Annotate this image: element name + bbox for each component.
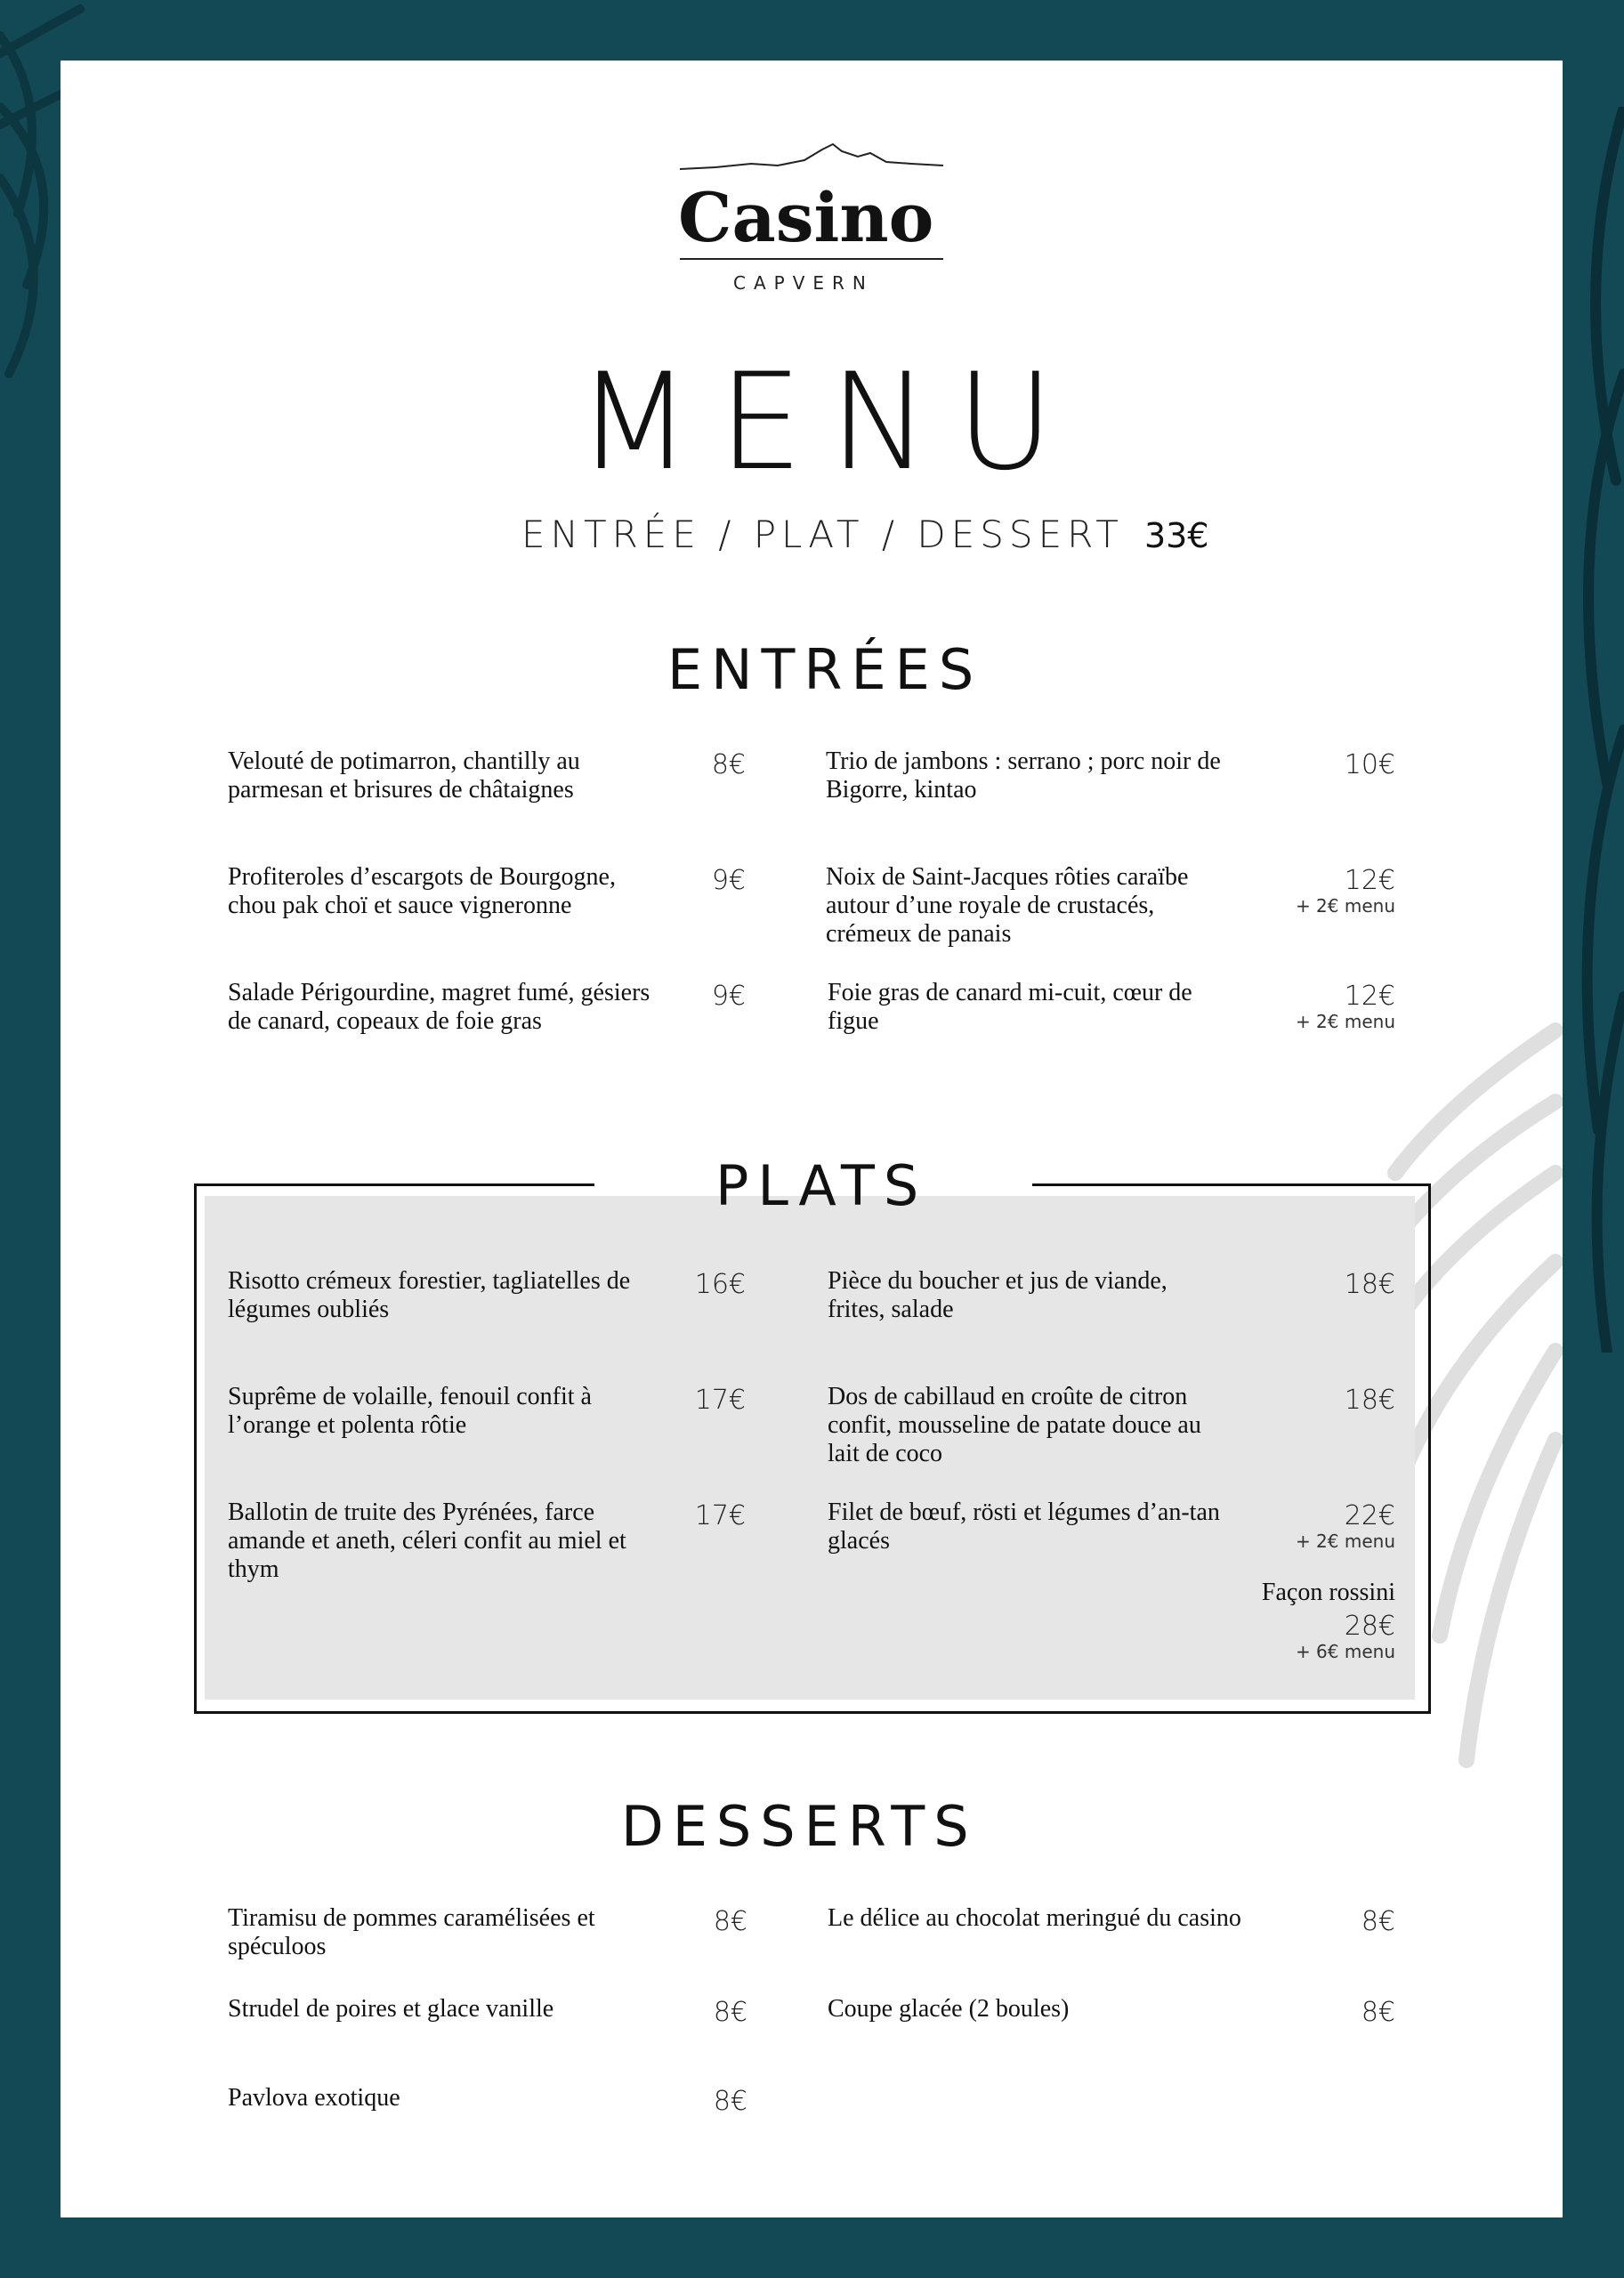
plats-heading: PLATS bbox=[715, 1153, 928, 1218]
item-price: 22€ bbox=[1344, 1500, 1395, 1531]
menu-item: Profiteroles d’escargots de Bourgogne, chou pak choï et sauce vigneronne bbox=[228, 863, 616, 919]
menu-item: Filet de bœuf, rösti et légumes d’an-tan glacés bbox=[828, 1498, 1220, 1555]
menu-item: Pièce du boucher et jus de viande, frites, salade bbox=[828, 1267, 1168, 1323]
menu-item: Suprême de volaille, fenouil confit à l’orange et polenta rôtie bbox=[228, 1383, 592, 1439]
menu-item: Trio de jambons : serrano ; porc noir de Bigorre, kintao bbox=[826, 747, 1221, 804]
rossini-price: 28€ bbox=[1344, 1611, 1395, 1642]
logo-divider bbox=[680, 258, 943, 260]
menu-item: Pavlova exotique bbox=[228, 2084, 400, 2112]
logo-subtitle: CAPVERN bbox=[733, 272, 874, 294]
palm-leaf-right-icon bbox=[1563, 107, 1624, 1353]
item-price: 18€ bbox=[1344, 1385, 1395, 1416]
item-price: 16€ bbox=[694, 1269, 746, 1300]
menu-item: Salade Périgourdine, magret fumé, gésiers de canard, copeaux de foie gras bbox=[228, 979, 650, 1035]
item-price: 8€ bbox=[711, 749, 746, 780]
item-price: 17€ bbox=[694, 1385, 746, 1416]
item-price: 8€ bbox=[713, 1997, 747, 2028]
desserts-heading: DESSERTS bbox=[621, 1794, 978, 1859]
item-price: 18€ bbox=[1344, 1269, 1395, 1300]
page-title: MENU bbox=[577, 345, 1081, 500]
entrees-heading: ENTRÉES bbox=[667, 637, 983, 702]
menu-item: Noix de Saint-Jacques rôties caraïbe autour d’une royale de crustacés, crémeux de panais bbox=[826, 863, 1189, 948]
item-price: 9€ bbox=[711, 981, 746, 1012]
menu-formula: ENTRÉE / PLAT / DESSERT bbox=[521, 513, 1124, 556]
logo-wordmark: Casino bbox=[678, 178, 934, 257]
item-price: 8€ bbox=[713, 2086, 747, 2117]
item-price: 10€ bbox=[1344, 749, 1395, 780]
menu-formula-price: 33€ bbox=[1144, 516, 1209, 555]
item-supplement: + 2€ menu bbox=[1295, 1011, 1395, 1032]
item-price: 12€ bbox=[1344, 865, 1395, 896]
menu-item: Dos de cabillaud en croûte de citron confit, mousseline de patate douce au lait de coco bbox=[828, 1383, 1201, 1467]
menu-item: Tiramisu de pommes caramélisées et spéculoos bbox=[228, 1904, 595, 1960]
item-supplement: + 2€ menu bbox=[1295, 1531, 1395, 1552]
menu-item: Strudel de poires et glace vanille bbox=[228, 1995, 554, 2023]
mountain-skyline-icon bbox=[680, 141, 943, 173]
menu-item: Ballotin de truite des Pyrénées, farce amande et aneth, céleri confit au miel et thym bbox=[228, 1498, 626, 1583]
item-price: 9€ bbox=[711, 865, 746, 896]
item-supplement: + 2€ menu bbox=[1295, 895, 1395, 917]
menu-item: Le délice au chocolat meringué du casino bbox=[828, 1904, 1241, 1932]
menu-item: Coupe glacée (2 boules) bbox=[828, 1995, 1070, 2023]
menu-item: Risotto crémeux forestier, tagliatelles de légumes oubliés bbox=[228, 1267, 631, 1323]
item-price: 8€ bbox=[713, 1906, 747, 1937]
menu-item: Velouté de potimarron, chantilly au parmesan et brisures de châtaignes bbox=[228, 747, 580, 804]
item-price: 17€ bbox=[694, 1500, 746, 1531]
menu-item: Foie gras de canard mi-cuit, cœur de figue bbox=[828, 979, 1192, 1035]
item-price: 8€ bbox=[1361, 1997, 1395, 2028]
rossini-label: Façon rossini bbox=[1261, 1579, 1395, 1606]
item-price: 8€ bbox=[1361, 1906, 1395, 1937]
item-price: 12€ bbox=[1344, 981, 1395, 1012]
logo bbox=[678, 141, 945, 363]
rossini-supplement: + 6€ menu bbox=[1295, 1641, 1395, 1662]
plats-frame bbox=[194, 1183, 1431, 1714]
menu-paper bbox=[61, 61, 1563, 2217]
